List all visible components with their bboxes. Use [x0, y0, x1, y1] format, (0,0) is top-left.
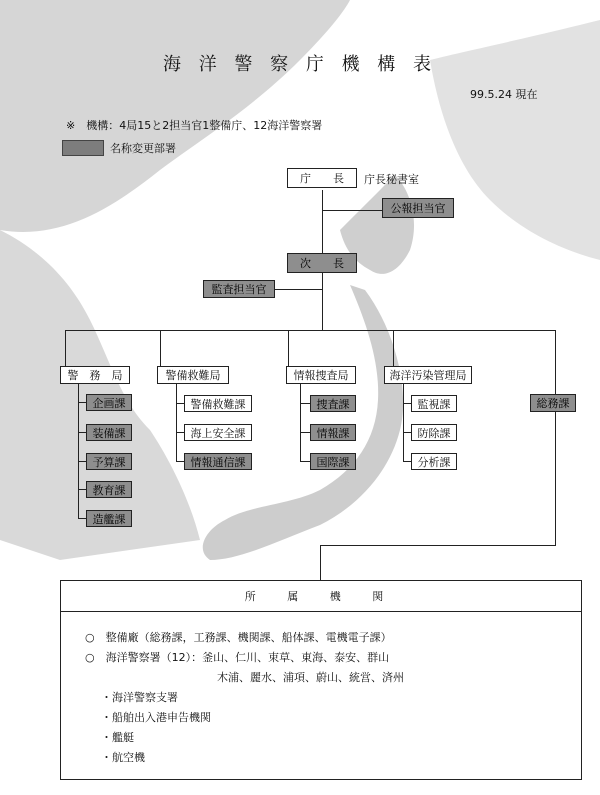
secretary-label: 庁長秘書室	[364, 173, 419, 186]
connector-line	[78, 489, 86, 490]
connector-line	[176, 403, 184, 404]
connector-line	[176, 461, 184, 462]
section-box: 海上安全課	[184, 424, 252, 441]
connector-line	[320, 545, 321, 580]
audit-officer-box: 監査担当官	[203, 280, 275, 298]
connector-line	[300, 432, 310, 433]
section-box: 監視課	[411, 395, 457, 412]
date-label: 99.5.24 現在	[470, 88, 538, 101]
connector-line	[78, 384, 79, 518]
section-box: 防除課	[411, 424, 457, 441]
connector-line	[78, 518, 86, 519]
section-box: 国際課	[310, 453, 356, 470]
connector-line	[288, 330, 289, 366]
affiliated-item: ・航空機	[101, 751, 145, 764]
section-box: 情報課	[310, 424, 356, 441]
affiliated-item: ・海洋警察支署	[101, 691, 178, 704]
connector-line	[65, 330, 66, 366]
connector-line	[78, 432, 86, 433]
general-affairs-box: 総務課	[530, 394, 576, 412]
intel-bureau-box: 情報捜査局	[286, 366, 356, 384]
pr-officer-box: 公報担当官	[382, 198, 454, 218]
rescue-bureau-box: 警備救難局	[157, 366, 229, 384]
affiliated-panel	[60, 580, 582, 780]
affiliated-line: ○ 海洋警察署（12）：釜山、仁川、束草、東海、泰安、群山	[85, 651, 390, 664]
affiliated-line: 木浦、麗水、浦項、蔚山、統営、済州	[217, 671, 404, 684]
connector-line	[403, 461, 411, 462]
chart-title: 海 洋 警 察 庁 機 構 表	[162, 54, 438, 75]
connector-line	[300, 403, 310, 404]
deputy-box: 次 長	[287, 253, 357, 273]
connector-line	[176, 384, 177, 461]
structure-note: ※ 機構：4局15と2担当官1整備庁、12海洋警察署	[66, 119, 323, 132]
connector-line	[275, 289, 323, 290]
connector-line	[78, 402, 86, 403]
affiliated-heading: 所 属 機 関	[61, 581, 581, 612]
connector-line	[65, 330, 555, 331]
connector-line	[320, 545, 556, 546]
section-box: 情報通信課	[184, 453, 252, 470]
section-box: 分析課	[411, 453, 457, 470]
connector-line	[393, 330, 394, 366]
affiliated-line: ○ 整備廠（総務課，工務課、機関課、船体課、電機電子課）	[85, 631, 392, 644]
security-bureau-box: 警 務 局	[60, 366, 130, 384]
section-box: 造艦課	[86, 510, 132, 527]
chief-box: 庁 長	[287, 168, 357, 188]
connector-line	[403, 384, 404, 461]
section-box: 予算課	[86, 453, 132, 470]
connector-line	[555, 412, 556, 545]
section-box: 装備課	[86, 424, 132, 441]
connector-line	[555, 330, 556, 394]
main-island-landmass	[203, 285, 403, 560]
connector-line	[403, 432, 411, 433]
connector-line	[78, 461, 86, 462]
affiliated-item: ・船舶出入港申告機関	[101, 711, 211, 724]
legend-label: 名称変更部署	[110, 142, 176, 155]
mainland-landmass	[0, 0, 350, 232]
connector-line	[176, 432, 184, 433]
connector-line	[403, 403, 411, 404]
section-box: 教育課	[86, 481, 132, 498]
section-box: 警備救難課	[184, 395, 252, 412]
section-box: 捜査課	[310, 395, 356, 412]
affiliated-item: ・艦艇	[101, 731, 134, 744]
legend-swatch	[62, 140, 104, 156]
section-box: 企画課	[86, 394, 132, 411]
connector-line	[160, 330, 161, 366]
connector-line	[300, 384, 301, 461]
pollution-bureau-box: 海洋汚染管理局	[384, 366, 472, 384]
connector-line	[300, 461, 310, 462]
connector-line	[322, 210, 382, 211]
